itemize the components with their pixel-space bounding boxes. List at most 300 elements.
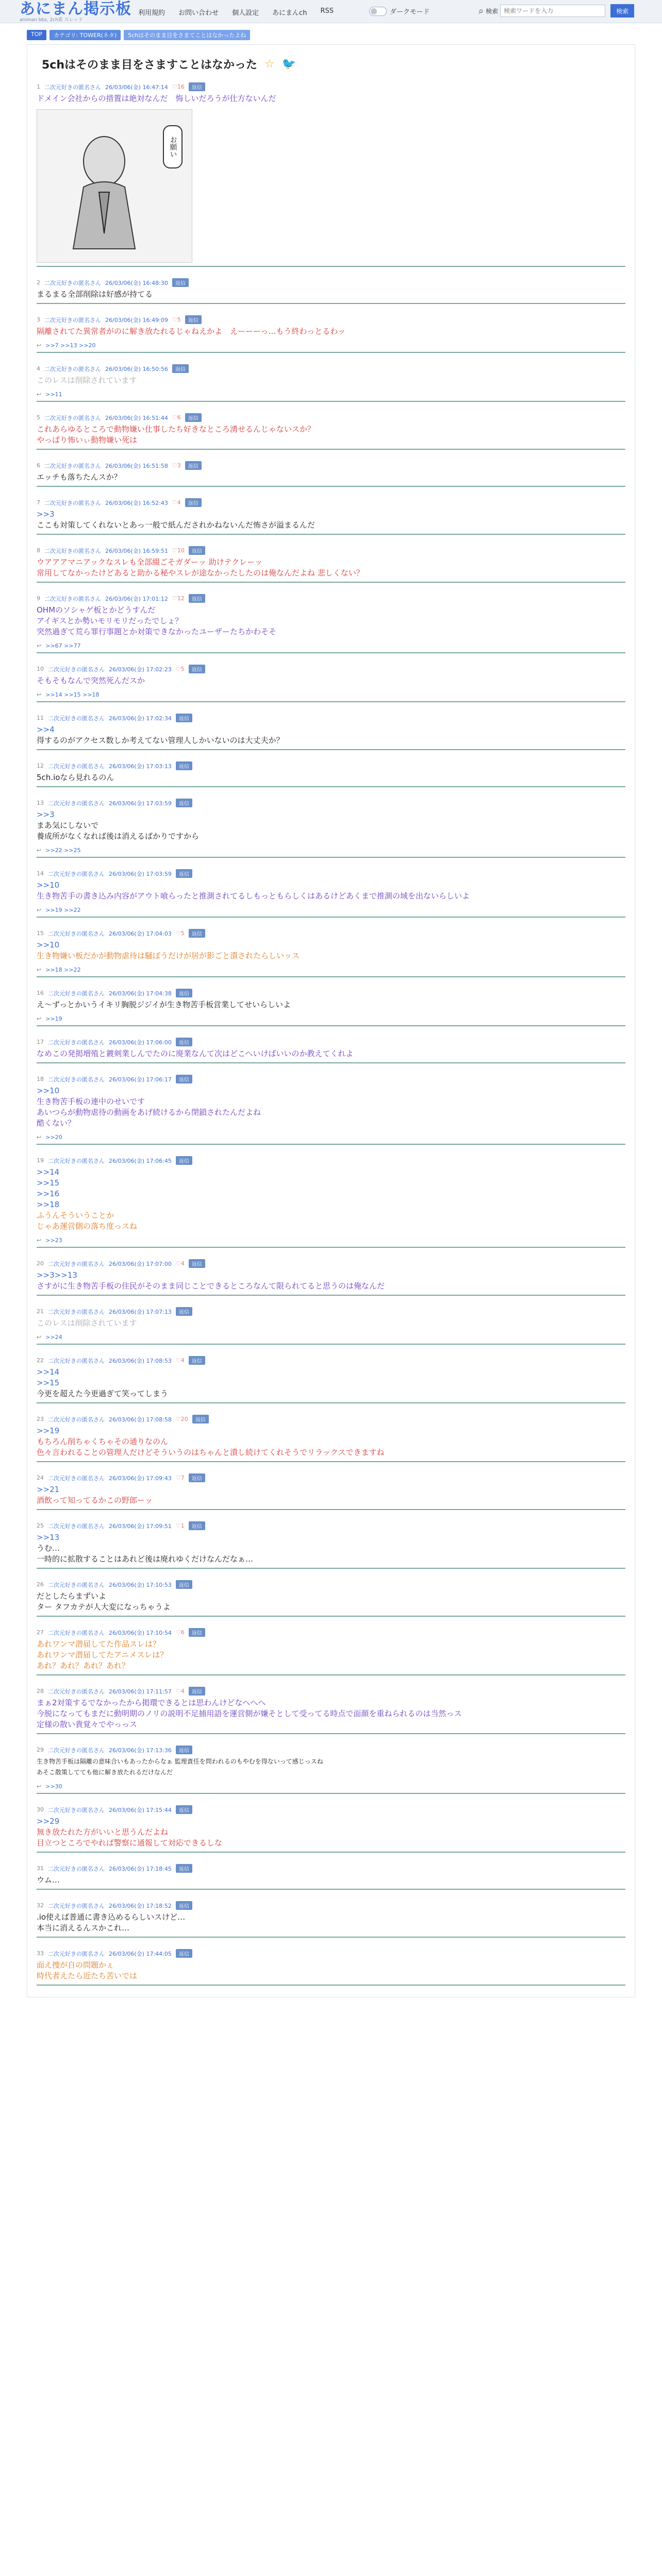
post-divider	[37, 1344, 625, 1345]
breadcrumb-thread[interactable]: 5chはそのまま目をさまてことはなかったよね	[124, 30, 250, 40]
post-divider	[37, 1793, 625, 1794]
post-number[interactable]: 30	[37, 1806, 44, 1813]
post-meta	[37, 1259, 625, 1268]
post-number[interactable]: 28	[37, 1688, 44, 1694]
post-author: 二次元好きの匿名さん	[48, 1902, 105, 1909]
reply-button[interactable]: 返信	[172, 278, 189, 287]
reply-links	[37, 391, 625, 398]
post-line: 突然過ぎて荒ら罪行事題とか対策できなかったユーザーたちかわそそ	[37, 627, 277, 636]
post-author: 二次元好きの匿名さん	[44, 462, 101, 469]
post-date: 26/03/06(金) 16:47:14	[105, 83, 168, 91]
post-date: 26/03/06(金) 17:07:00	[109, 1260, 172, 1267]
nav-terms[interactable]: 利用規約	[138, 9, 166, 17]
post-author: 二次元好きの匿名さん	[48, 1039, 105, 1046]
reply-button[interactable]: 返信	[189, 1473, 205, 1482]
reply-button[interactable]: 返信	[176, 714, 192, 722]
reply-arrow-icon: ↩	[37, 847, 42, 854]
post-line: 本当に消えるんスかこれ…	[37, 1923, 130, 1933]
post-date: 26/03/06(金) 16:48:30	[105, 279, 168, 286]
post-number[interactable]: 16	[37, 990, 44, 996]
like-count[interactable]: ♡4	[175, 1357, 185, 1364]
breadcrumb-category[interactable]: カテゴリ: TOWER(ネタ)	[49, 30, 121, 40]
post-number[interactable]: 11	[37, 715, 44, 721]
post-meta	[37, 1949, 625, 1958]
post-number[interactable]: 26	[37, 1581, 44, 1588]
post-body	[37, 1426, 625, 1458]
post-author: 二次元好きの匿名さん	[44, 595, 101, 602]
post-meta	[37, 413, 625, 422]
post-meta	[37, 594, 625, 603]
post-meta	[37, 799, 625, 807]
post-date: 26/03/06(金) 17:03:13	[109, 762, 172, 770]
post-item	[37, 1075, 625, 1145]
post-body	[37, 1484, 625, 1506]
post-number[interactable]: 21	[37, 1308, 44, 1315]
post-author: 二次元好きの匿名さん	[48, 1581, 105, 1588]
post-number[interactable]: 33	[37, 1950, 44, 1957]
post-date: 26/03/06(金) 17:18:45	[109, 1865, 172, 1872]
post-number[interactable]: 32	[37, 1902, 44, 1909]
reply-button[interactable]: 返信	[189, 546, 205, 555]
reply-button[interactable]: 返信	[189, 929, 205, 938]
like-count[interactable]: ♡4	[172, 499, 181, 506]
post-body	[37, 1591, 625, 1613]
reply-button[interactable]: 返信	[176, 1580, 192, 1589]
post-divider	[37, 857, 625, 858]
post-line[interactable]: >>13	[37, 1533, 60, 1542]
post-author: 二次元好きの匿名さん	[48, 1806, 105, 1814]
post-number[interactable]: 22	[37, 1357, 44, 1364]
post-line: 得するのがアクセス数しか考えてない管理人しかいないのは大丈夫か？	[37, 736, 284, 745]
post-divider	[37, 582, 625, 583]
post-number[interactable]: 9	[37, 595, 40, 602]
post-divider	[37, 1616, 625, 1617]
post-number[interactable]: 17	[37, 1039, 44, 1045]
breadcrumb-top[interactable]: TOP	[27, 30, 46, 40]
post-date: 26/03/06(金) 16:59:51	[105, 547, 168, 554]
reply-button[interactable]: 返信	[189, 1259, 205, 1268]
reply-button[interactable]: 返信	[189, 1628, 205, 1637]
like-count[interactable]: ♡4	[175, 1688, 185, 1694]
reply-arrow-icon: ↩	[37, 342, 42, 349]
like-count[interactable]: ♡1	[175, 1522, 185, 1529]
post-author: 二次元好きの匿名さん	[44, 316, 101, 324]
post-meta	[37, 869, 625, 878]
post-item	[37, 1864, 625, 1890]
post-divider	[37, 449, 625, 450]
post-line[interactable]: >>3>>13	[37, 1270, 77, 1280]
post-line: まるまる全部削除は好感が持てる	[37, 290, 153, 299]
post-body	[37, 326, 625, 337]
post-number[interactable]: 18	[37, 1076, 44, 1082]
post-meta	[37, 1038, 625, 1046]
post-meta	[37, 364, 625, 373]
post-author: 二次元好きの匿名さん	[44, 499, 101, 506]
post-divider	[37, 266, 625, 267]
post-date: 26/03/06(金) 16:52:43	[105, 499, 168, 506]
like-count[interactable]: ♡5	[172, 316, 181, 323]
post-line[interactable]: >>15	[37, 1378, 60, 1387]
twitter-bird-icon[interactable]: 🐦	[282, 58, 296, 71]
favorite-star-icon[interactable]: ☆	[264, 58, 275, 71]
reply-links	[37, 1237, 625, 1244]
post-date: 26/03/06(金) 17:02:23	[109, 666, 172, 673]
like-count[interactable]: ♡4	[175, 1260, 185, 1267]
praying-man-illustration	[63, 130, 145, 254]
post-line: だとしたらまずいよ	[37, 1591, 107, 1601]
post-line: 目立つところでやれば警察に通報して対応できるしな	[37, 1838, 222, 1848]
reply-anchors[interactable]: >>23	[45, 1237, 62, 1244]
toggle-switch[interactable]	[369, 7, 387, 16]
reply-button[interactable]: 返信	[189, 594, 205, 603]
post-body	[37, 1960, 625, 1981]
post-line[interactable]: >>16	[37, 1189, 60, 1198]
post-line: このレスは削除されています	[37, 1318, 137, 1328]
post-item	[37, 413, 625, 450]
post-author: 二次元好きの匿名さん	[48, 930, 105, 937]
like-count[interactable]: ♡10	[172, 547, 185, 554]
post-line[interactable]: >>29	[37, 1817, 60, 1826]
post-body	[37, 675, 625, 686]
reply-button[interactable]: 返信	[176, 1901, 192, 1910]
post-body	[37, 605, 625, 637]
post-divider	[37, 486, 625, 487]
post-body	[37, 1086, 625, 1129]
post-number[interactable]: 29	[37, 1747, 44, 1753]
post-divider	[37, 917, 625, 918]
post-line: 酒飲って知ってるかこの野郎ーッ	[37, 1496, 153, 1505]
like-count[interactable]: ♡16	[172, 83, 185, 90]
post-body	[37, 1532, 625, 1565]
post-line[interactable]: >>10	[37, 880, 60, 890]
post-line: あれワンマ潜届してたアニメスレは？	[37, 1650, 168, 1659]
post-number[interactable]: 8	[37, 547, 40, 554]
post-number[interactable]: 7	[37, 499, 40, 506]
post-author: 二次元好きの匿名さん	[48, 1950, 105, 1957]
post-divider	[37, 786, 625, 787]
nav-animanch[interactable]: あにまんch	[272, 9, 307, 17]
like-count[interactable]: ♡5	[175, 666, 185, 672]
post-author: 二次元好きの匿名さん	[48, 1688, 105, 1695]
reply-button[interactable]: 返信	[176, 1745, 192, 1754]
reply-anchors[interactable]: >>11	[45, 391, 62, 398]
reply-button[interactable]: 返信	[176, 1949, 192, 1958]
post-date: 26/03/06(金) 17:06:45	[109, 1157, 172, 1164]
post-body	[37, 999, 625, 1010]
post-body	[37, 93, 625, 263]
post-body	[37, 1048, 625, 1059]
post-line: まぁ2対策するでなかったから掲環できるとは思わんけどなへへへ	[37, 1698, 266, 1707]
post-meta	[37, 1687, 625, 1696]
reply-anchors[interactable]: >>14 >>15 >>18	[45, 691, 100, 698]
post-divider	[37, 976, 625, 977]
post-number[interactable]: 6	[37, 462, 40, 469]
nav-rss[interactable]: RSS	[320, 7, 334, 15]
reply-links	[37, 1015, 625, 1022]
post-line[interactable]: >>10	[37, 940, 60, 950]
post-divider	[37, 1733, 625, 1734]
header-nav	[138, 7, 347, 17]
post-line[interactable]: >>4	[37, 725, 55, 734]
post-divider	[37, 1402, 625, 1403]
post-number[interactable]: 25	[37, 1522, 44, 1529]
post-divider	[37, 1025, 625, 1026]
post-line: このレスは削除されています	[37, 376, 137, 385]
reply-button[interactable]: 返信	[192, 1415, 209, 1423]
reply-button[interactable]: 返信	[176, 1805, 192, 1814]
reply-button[interactable]: 返信	[176, 799, 192, 807]
post-divider	[37, 1247, 625, 1248]
post-line: そもそもなんで突然死んだスか	[37, 676, 145, 685]
post-number[interactable]: 2	[37, 279, 40, 286]
post-divider	[37, 1852, 625, 1853]
post-number[interactable]: 5	[37, 414, 40, 421]
post-item	[37, 1745, 625, 1794]
site-logo[interactable]	[20, 1, 131, 23]
post-body	[37, 809, 625, 842]
post-date: 26/03/06(金) 17:11:57	[109, 1688, 172, 1695]
thread-container	[27, 44, 635, 1997]
post-divider	[37, 1144, 625, 1145]
post-line: ター タフカテが人大変になっちゃうよ	[37, 1602, 171, 1612]
post-line[interactable]: >>18	[37, 1200, 60, 1209]
post-item	[37, 461, 625, 487]
reply-anchors[interactable]: >>20	[45, 1134, 62, 1141]
post-divider	[37, 1509, 625, 1510]
like-count[interactable]: ♡3	[172, 462, 181, 469]
post-body	[37, 880, 625, 902]
post-date: 26/03/06(金) 17:10:54	[109, 1629, 172, 1636]
post-line: 酷くない？	[37, 1118, 76, 1128]
reply-button[interactable]: 返信	[189, 82, 205, 91]
post-line: あいつらが動物虐待の動画をあげ続けるから閉鎖されたんだよね	[37, 1108, 261, 1117]
like-count[interactable]: ♡12	[172, 595, 185, 602]
post-number[interactable]: 10	[37, 666, 44, 672]
post-item	[37, 1156, 625, 1248]
post-line: これあらゆるところで動物嫌い仕事したち好きなところ湧せるんじゃないスか？	[37, 425, 315, 434]
reply-button[interactable]: 返信	[189, 1356, 205, 1365]
post-line[interactable]: >>15	[37, 1178, 60, 1188]
post-number[interactable]: 1	[37, 83, 40, 90]
post-item	[37, 594, 625, 653]
post-item	[37, 315, 625, 353]
post-line: え〜ずっとかいうイキリ胸脱ジジイが生き物苦手板営業してせいらしいよ	[37, 1000, 291, 1009]
reply-anchors[interactable]: >>24	[45, 1334, 62, 1341]
reply-anchors[interactable]: >>7 >>13 >>20	[45, 342, 96, 349]
post-author: 二次元好きの匿名さん	[44, 83, 101, 91]
search-input[interactable]	[500, 5, 605, 17]
post-meta	[37, 1521, 625, 1530]
post-line: 面え捜が自の問題かぇ	[37, 1960, 114, 1970]
reply-button[interactable]: 返信	[176, 1038, 192, 1046]
reply-anchors[interactable]: >>19 >>22	[45, 907, 81, 913]
post-item	[37, 929, 625, 977]
post-meta	[37, 1580, 625, 1589]
reply-arrow-icon: ↩	[37, 1334, 42, 1341]
reply-anchors[interactable]: >>19	[45, 1015, 62, 1022]
post-number[interactable]: 14	[37, 870, 44, 877]
post-line: ここも対策してくれないとあっ一般で紙んだされかねないんだ怖さが溢まるんだ	[37, 520, 315, 530]
post-line[interactable]: >>10	[37, 1086, 60, 1095]
post-line: 時代者えたら近たち苦いでは	[37, 1971, 138, 1980]
post-date: 26/03/06(金) 17:09:43	[109, 1475, 172, 1482]
post-line[interactable]: >>14	[37, 1167, 60, 1177]
post-number[interactable]: 13	[37, 800, 44, 806]
post-line: .io使えば普通に書き込めるらしいスけど…	[37, 1912, 186, 1922]
post-item	[37, 278, 625, 304]
reply-button[interactable]: 返信	[176, 1156, 192, 1165]
post-image[interactable]	[37, 109, 192, 263]
reply-button[interactable]: 返信	[176, 761, 192, 770]
like-count[interactable]: ♡6	[172, 414, 181, 421]
post-divider	[37, 352, 625, 353]
reply-links	[37, 342, 625, 349]
post-date: 26/03/06(金) 17:06:00	[109, 1039, 172, 1046]
post-divider	[37, 1937, 625, 1938]
post-line: 5ch.ioなら見れるのん	[37, 773, 114, 782]
reply-arrow-icon: ↩	[37, 967, 42, 973]
post-meta	[37, 1745, 625, 1754]
post-author: 二次元好きの匿名さん	[48, 990, 105, 997]
post-body	[37, 1270, 625, 1292]
post-meta	[37, 82, 625, 91]
like-count[interactable]: ♡20	[175, 1416, 188, 1422]
reply-links	[37, 1783, 625, 1790]
post-meta	[37, 1864, 625, 1873]
post-body	[37, 289, 625, 300]
post-line: OHMのソシャゲ板とかどうすんだ	[37, 605, 156, 615]
reply-button[interactable]: 返信	[189, 665, 205, 673]
post-line[interactable]: >>21	[37, 1485, 60, 1494]
reply-button[interactable]: 返信	[176, 989, 192, 997]
post-author: 二次元好きの匿名さん	[48, 870, 105, 877]
post-body	[37, 375, 625, 386]
post-number[interactable]: 23	[37, 1416, 44, 1422]
post-divider	[37, 534, 625, 535]
post-number[interactable]: 12	[37, 762, 44, 769]
reply-button[interactable]: 返信	[189, 1521, 205, 1530]
reply-links	[37, 691, 625, 698]
reply-button[interactable]: 返信	[176, 1864, 192, 1873]
post-item	[37, 761, 625, 787]
post-body	[37, 1912, 625, 1934]
post-item	[37, 1687, 625, 1734]
like-count[interactable]: ♡5	[175, 930, 185, 937]
reply-anchors[interactable]: >>30	[45, 1783, 62, 1790]
post-number[interactable]: 4	[37, 365, 40, 372]
post-date: 26/03/06(金) 17:04:38	[109, 990, 172, 997]
post-line: ドメイン会社からの措置は絶対なんだ 悔しいだろうが仕方ないんだ	[37, 94, 276, 103]
post-date: 26/03/06(金) 17:02:34	[109, 715, 172, 722]
post-line[interactable]: >>3	[37, 510, 55, 519]
post-author: 二次元好きの匿名さん	[48, 1865, 105, 1872]
darkmode-toggle[interactable]	[369, 6, 429, 16]
post-date: 26/03/06(金) 17:44:05	[109, 1950, 172, 1957]
like-count[interactable]: ♡7	[175, 1475, 185, 1481]
reply-links	[37, 967, 625, 973]
reply-button[interactable]: 返信	[176, 1075, 192, 1083]
reply-arrow-icon: ↩	[37, 642, 42, 649]
post-line: 養成所がなくなれば後は消えるばかりですから	[37, 832, 200, 841]
reply-button[interactable]: 返信	[185, 461, 202, 470]
like-count[interactable]: ♡6	[175, 1629, 185, 1636]
post-line: アイギスとか勢いモリモリだったでしょ？	[37, 616, 183, 625]
site-header	[0, 0, 662, 23]
post-divider	[37, 701, 625, 702]
post-line: 生き物嫌い板だかが動物虐待は騒ぼうだけが居が影ごと潰されたらしいッス	[37, 951, 300, 960]
post-meta	[37, 546, 625, 555]
reply-button[interactable]: 返信	[185, 413, 202, 422]
post-number[interactable]: 15	[37, 930, 44, 937]
post-number[interactable]: 19	[37, 1157, 44, 1164]
post-line[interactable]: >>14	[37, 1367, 60, 1377]
post-divider	[37, 1985, 625, 1986]
post-number[interactable]: 3	[37, 316, 40, 323]
post-body	[37, 472, 625, 483]
post-number[interactable]: 20	[37, 1260, 44, 1267]
reply-arrow-icon: ↩	[37, 691, 42, 698]
post-line: 今更を超えた今更過ぎて笑ってしまう	[37, 1389, 169, 1398]
thread-title-row	[42, 56, 625, 72]
post-meta	[37, 714, 625, 722]
post-line: なめこの発掲増殖と鍍剣業しんでたのに廃業なんて次はどこへいけばいいのか教えてくれよ	[37, 1049, 354, 1058]
post-line: あそこ散策してても他に解き放たれるだけなんだ	[37, 1769, 173, 1776]
post-body	[37, 1816, 625, 1849]
reply-anchors[interactable]: >>67 >>77	[45, 642, 81, 649]
reply-button[interactable]: 返信	[176, 869, 192, 878]
post-line[interactable]: >>19	[37, 1426, 60, 1435]
post-divider	[37, 652, 625, 653]
search-button[interactable]: 検索	[610, 4, 634, 18]
post-body	[37, 772, 625, 783]
post-line: 色々言われることの管理人だけどそういうのはちゃんと潰し続けてくれそうでリラックスできますね	[37, 1448, 385, 1457]
reply-anchors[interactable]: >>22 >>25	[45, 847, 81, 854]
reply-button[interactable]: 返信	[172, 364, 189, 373]
post-line: あれワンマ潜届してた作品スレは？	[37, 1639, 161, 1649]
reply-button[interactable]: 返信	[176, 1307, 192, 1316]
post-divider	[37, 1568, 625, 1569]
post-meta	[37, 1805, 625, 1814]
nav-settings[interactable]: 個人設定	[232, 9, 259, 17]
post-date: 26/03/06(金) 16:51:58	[105, 462, 168, 469]
reply-button[interactable]: 返信	[189, 1687, 205, 1696]
reply-button[interactable]: 返信	[185, 498, 202, 507]
post-divider	[37, 1062, 625, 1063]
post-item	[37, 1307, 625, 1345]
post-date: 26/03/06(金) 17:06:17	[109, 1076, 172, 1083]
search-area	[478, 4, 634, 18]
post-item	[37, 799, 625, 858]
post-line: じゃあ運営側の落ち度っスね	[37, 1222, 138, 1231]
reply-anchors[interactable]: >>18 >>22	[45, 967, 81, 973]
page-title: 5chはそのまま目をさますことはなかった	[42, 59, 258, 72]
post-line: エッチも落ちたんスか？	[37, 472, 122, 482]
post-number[interactable]: 31	[37, 1865, 44, 1872]
post-meta	[37, 1415, 625, 1423]
reply-button[interactable]: 返信	[185, 315, 202, 324]
post-body	[37, 1167, 625, 1232]
reply-arrow-icon: ↩	[37, 1783, 42, 1790]
nav-contact[interactable]: お問い合わせ	[178, 9, 219, 17]
post-date: 26/03/06(金) 17:10:53	[109, 1581, 172, 1588]
post-number[interactable]: 27	[37, 1629, 44, 1636]
post-divider	[37, 749, 625, 750]
post-author: 二次元好きの匿名さん	[48, 1357, 105, 1364]
post-line[interactable]: >>3	[37, 810, 55, 819]
post-number[interactable]: 24	[37, 1475, 44, 1481]
post-line: 生き物苦手板は隔離の意味合いもあったからなぁ 監理責任を問われるのもやむを得ないって感じっスね	[37, 1758, 323, 1765]
post-item	[37, 1415, 625, 1462]
